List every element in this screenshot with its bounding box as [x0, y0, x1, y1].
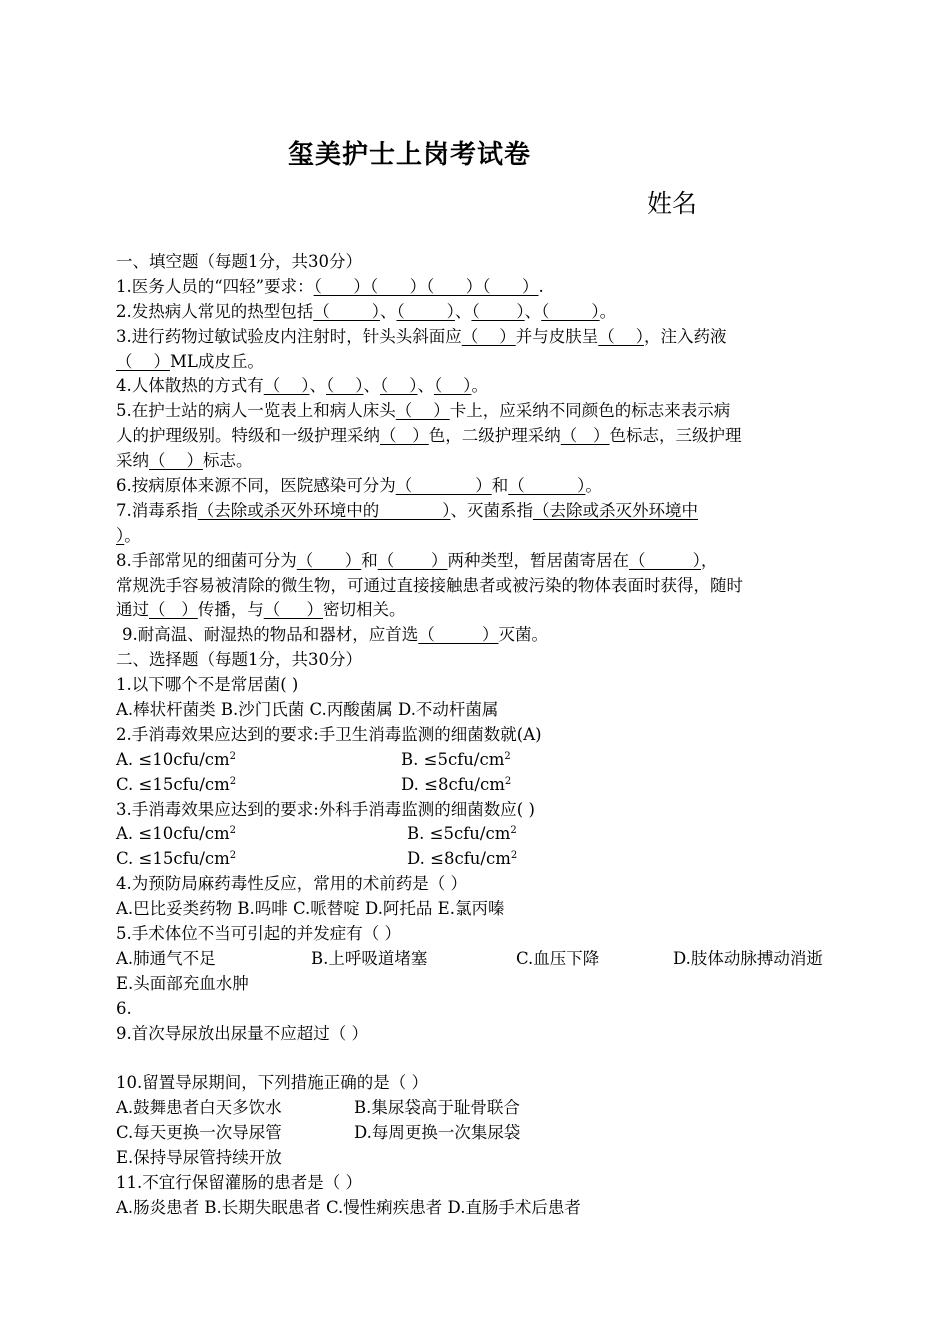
fill-question-1: 1.医务人员的“四轻”要求：（ ）（ ）（ ）（ ）.: [116, 276, 544, 296]
answer-blank[interactable]: （ ）: [541, 301, 600, 321]
answer-blank[interactable]: （ ）: [116, 351, 170, 371]
answer-blank[interactable]: （ ）: [418, 625, 499, 645]
answer-blank[interactable]: （ ）: [395, 401, 450, 421]
choice-options-5: [116, 947, 856, 972]
option-c: C. $\le 15cfu/cm^2$: [116, 849, 237, 869]
fill-question-7: 7.消毒系指（去除或杀灭外环境中的 ）、灭菌系指（去除或杀灭外环境中: [116, 500, 698, 520]
choice-question-10: 10.留置导尿期间，下列措施正确的是（ ）: [116, 1073, 428, 1093]
name-label: 姓名: [647, 189, 698, 218]
answer-blank[interactable]: （去除或杀灭外环境中: [532, 500, 698, 520]
fill-question-5-cont: 人的护理级别。特级和一级护理采纳（ ）色，二级护理采纳（ ）色标志，三级护理: [116, 426, 742, 446]
fill-question-8-cont2: 通过（ ）传播，与（ ）密切相关。: [116, 600, 406, 620]
answer-blank[interactable]: ）: [116, 525, 125, 545]
answer-blank[interactable]: （ ）: [149, 451, 203, 471]
option-b: B.上呼吸道堵塞: [311, 948, 428, 968]
fill-question-5: 5.在护士站的病人一览表上和病人床头（ ）卡上，应采纳不同颜色的标志来表示病: [116, 401, 731, 421]
choice-options-3-ab: [116, 822, 856, 847]
option-b: B. $\le 5cfu/cm^2$: [401, 749, 511, 769]
choice-options-5-e: E.头面部充血水肿: [116, 973, 249, 993]
answer-blank[interactable]: （ ）: [379, 376, 418, 396]
choice-options-10-ab: [116, 1096, 856, 1121]
answer-blank[interactable]: （ ）: [628, 550, 701, 570]
answer-blank[interactable]: （ ）: [560, 426, 610, 446]
choice-options-1: A.棒状杆菌类 B.沙门氏菌 C.丙酸菌属 D.不动杆菌属: [116, 700, 499, 720]
answer-blank[interactable]: （ ）: [263, 376, 310, 396]
fill-question-5-cont2: 采纳（ ）标志。: [116, 451, 253, 471]
answer-blank[interactable]: （ ）: [396, 301, 455, 321]
choice-options-11: A.肠炎患者 B.长期失眠患者 C.慢性痢疾患者 D.直肠手术后患者: [116, 1197, 581, 1217]
fill-question-8-cont: 常规洗手容易被清除的微生物，可通过直接接触患者或被污染的物体表面时获得，随时: [116, 575, 743, 595]
choice-question-1: 1.以下哪个不是常居菌( ): [116, 675, 299, 695]
option-b: B.集尿袋高于耻骨联合: [354, 1098, 520, 1118]
option-d: D. $\le 8cfu/cm^2$: [407, 849, 518, 869]
section1-header: 一、填空题（每题1分，共30分）: [116, 252, 362, 271]
blank-line: [116, 1047, 856, 1072]
choice-question-9: 9.首次导尿放出尿量不应超过（ ）: [116, 1023, 368, 1043]
answer-blank[interactable]: （ ）: [296, 550, 362, 570]
choice-question-2: 2.手消毒效果应达到的要求:手卫生消毒监测的细菌数就(A): [116, 724, 542, 744]
choice-question-4: 4.为预防局麻药毒性反应，常用的术前药是（ ）: [116, 874, 467, 894]
answer-blank[interactable]: （ ）: [149, 600, 198, 620]
answer-blank[interactable]: （ ）: [325, 376, 364, 396]
page-title: 玺美护士上岗考试卷: [288, 140, 532, 170]
option-a: A. $\le 10cfu/cm^2$: [116, 824, 237, 844]
fill-question-7-cont: ）。: [116, 525, 141, 545]
option-d: D. $\le 8cfu/cm^2$: [401, 774, 512, 794]
option-a: A.鼓舞患者白天多饮水: [116, 1098, 282, 1118]
answer-blank[interactable]: （去除或杀灭外环境中的 ）: [197, 500, 451, 520]
fill-question-9: 9.耐高温、耐湿热的物品和器材，应首选（ ）灭菌。: [122, 625, 548, 645]
answer-blank[interactable]: （ ）: [598, 326, 644, 346]
option-c: C.每天更换一次导尿管: [116, 1123, 282, 1143]
answer-blank[interactable]: （ ）: [461, 326, 516, 346]
choice-options-2-cd: [116, 773, 856, 798]
fill-question-6: 6.按病原体来源不同，医院感染可分为（ ）和（ ）。: [116, 476, 602, 496]
choice-question-11: 11.不宜行保留灌肠的患者是（ ）: [116, 1172, 362, 1192]
choice-options-4: A.巴比妥类药物 B.吗啡 C.哌替啶 D.阿托品 E.氯丙嗪: [116, 899, 505, 919]
option-c: C.血压下降: [516, 948, 600, 968]
choice-options-10-e: E.保持导尿管持续开放: [116, 1148, 282, 1168]
option-d: D.每周更换一次集尿袋: [354, 1123, 521, 1143]
exam-body: [116, 250, 856, 1221]
choice-options-10-cd: [116, 1121, 856, 1146]
choice-question-3: 3.手消毒效果应达到的要求:外科手消毒监测的细菌数应( ): [116, 799, 535, 819]
answer-blank[interactable]: （ ）: [395, 476, 492, 496]
fill-question-8: 8.手部常见的细菌可分为（ ）和（ ）两种类型，暂居菌寄居在（ ），: [116, 550, 718, 570]
answer-blank[interactable]: （ ）: [471, 301, 525, 321]
answer-blank[interactable]: （ ）（ ）（ ）（ ）: [313, 276, 539, 296]
choice-options-2-ab: [116, 748, 856, 773]
option-d: D.肢体动脉搏动消逝: [673, 948, 823, 968]
option-b: B. $\le 5cfu/cm^2$: [407, 824, 517, 844]
option-c: C. $\le 15cfu/cm^2$: [116, 774, 237, 794]
fill-question-3: 3.进行药物过敏试验皮内注射时，针头头斜面应（ ）并与皮肤呈（ ），注入药液: [116, 326, 727, 346]
section2-header: 二、选择题（每题1分，共30分）: [116, 650, 362, 670]
answer-blank[interactable]: （ ）: [380, 426, 429, 446]
option-a: A.肺通气不足: [116, 948, 216, 968]
fill-question-3-cont: （ ）ML成皮丘。: [116, 351, 264, 371]
choice-question-6: 6.: [116, 998, 132, 1018]
fill-question-4: 4.人体散热的方式有（ ）、（ ）、（ ）、（ ）。: [116, 376, 488, 396]
choice-question-5: 5.手术体位不当可引起的并发症有（ ）: [116, 924, 401, 944]
answer-blank[interactable]: （ ）: [508, 476, 586, 496]
option-a: A. $\le 10cfu/cm^2$: [116, 749, 237, 769]
answer-blank[interactable]: （ ）: [313, 301, 380, 321]
answer-blank[interactable]: （ ）: [433, 376, 472, 396]
fill-question-2: 2.发热病人常见的热型包括（ ）、（ ）、（ ）、（ ）。: [116, 301, 617, 321]
answer-blank[interactable]: （ ）: [263, 600, 323, 620]
answer-blank[interactable]: （ ）: [377, 550, 448, 570]
choice-options-3-cd: [116, 847, 856, 872]
